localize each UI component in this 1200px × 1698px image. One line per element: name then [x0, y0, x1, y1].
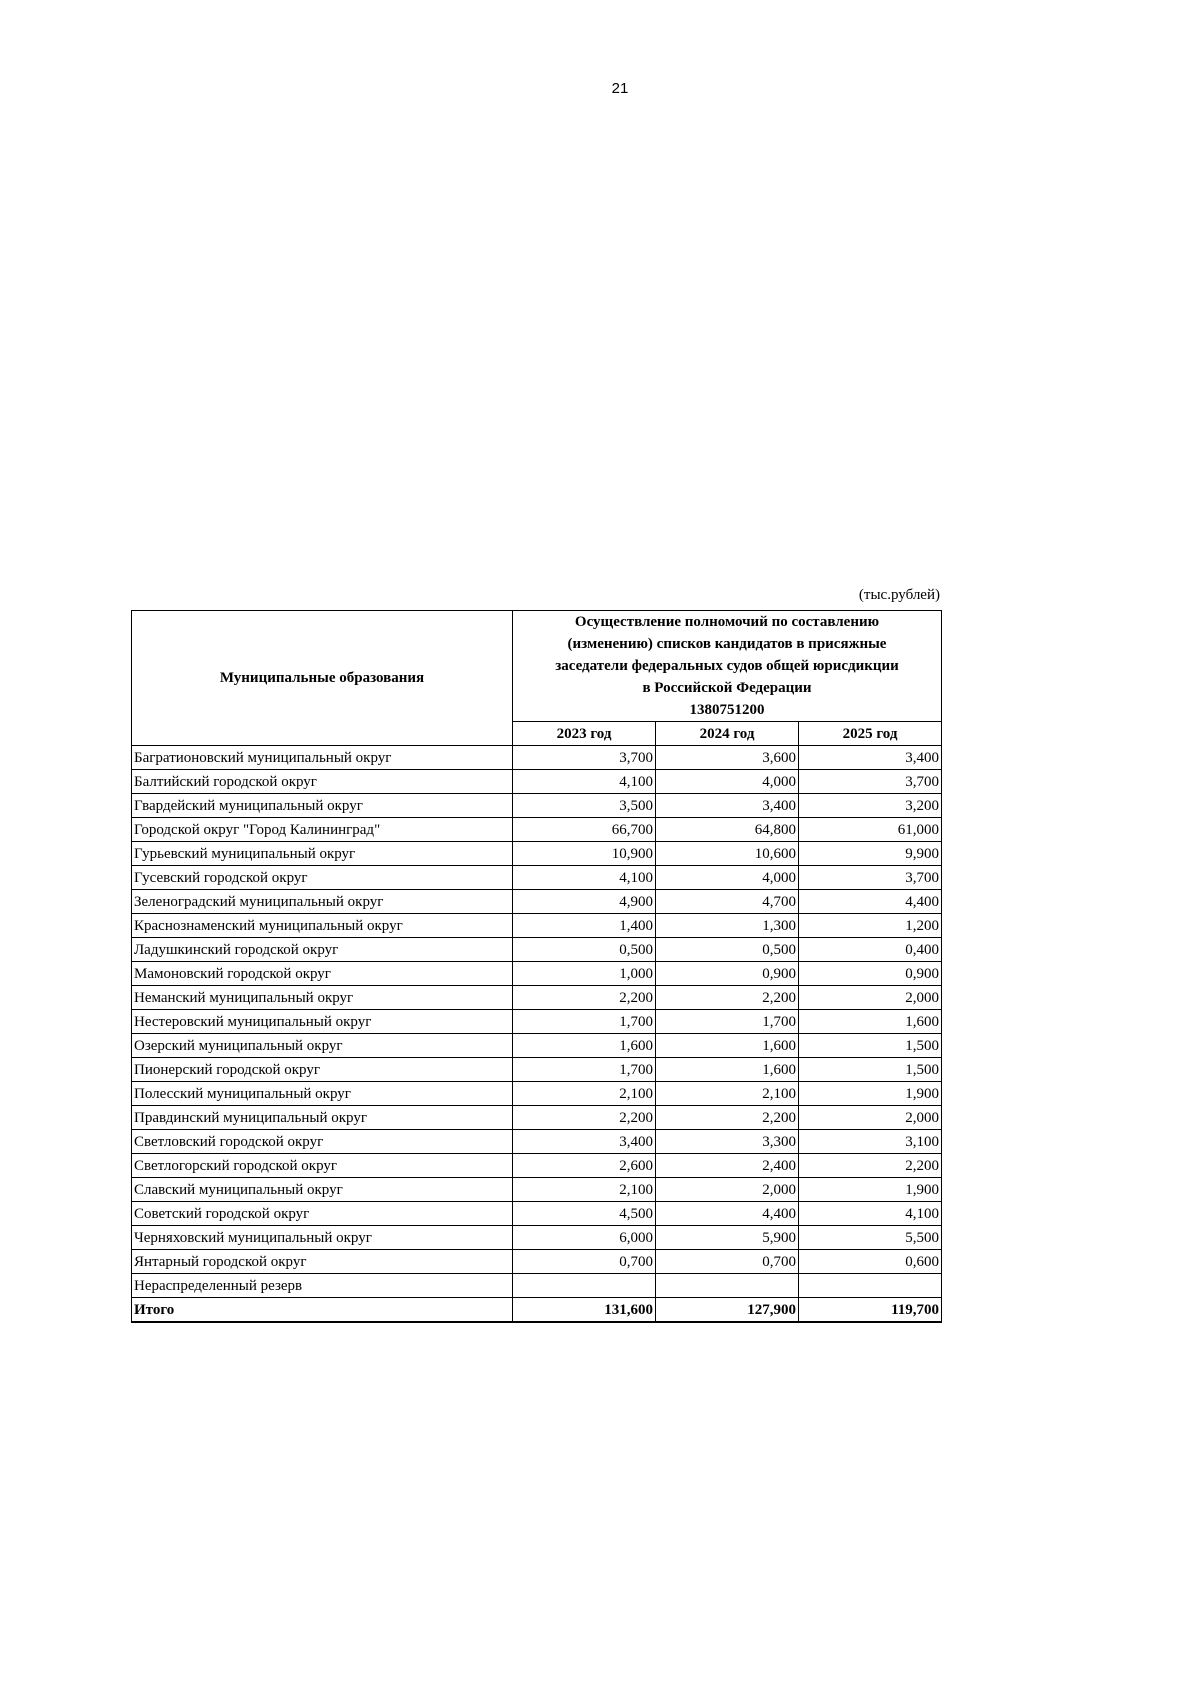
value-2025: 0,400	[799, 938, 942, 962]
value-2024: 1,300	[656, 914, 799, 938]
value-2025: 2,000	[799, 986, 942, 1010]
municipality-name: Светлогорский городской округ	[132, 1154, 513, 1178]
value-2025: 1,900	[799, 1082, 942, 1106]
value-2024: 4,700	[656, 890, 799, 914]
table-body	[132, 746, 942, 1323]
units-label: (тыс.рублей)	[858, 587, 940, 603]
measure-code: 1380751200	[689, 702, 765, 718]
table-row	[132, 938, 942, 962]
value-2025: 3,400	[799, 746, 942, 770]
value-2025: 1,900	[799, 1178, 942, 1202]
value-2024: 4,000	[656, 866, 799, 890]
table-row	[132, 1106, 942, 1130]
value-2023: 4,100	[513, 770, 656, 794]
year-header-2023: 2023 год	[513, 722, 656, 746]
value-2023: 1,700	[513, 1010, 656, 1034]
page-number: 21	[611, 80, 629, 97]
municipality-name: Гусевский городской округ	[132, 866, 513, 890]
budget-table	[131, 610, 942, 1323]
value-2023: 2,200	[513, 1106, 656, 1130]
value-2024: 64,800	[656, 818, 799, 842]
municipality-name: Черняховский муниципальный округ	[132, 1226, 513, 1250]
municipality-name: Городской округ "Город Калининград"	[132, 818, 513, 842]
value-2023: 1,700	[513, 1058, 656, 1082]
value-2023: 2,200	[513, 986, 656, 1010]
table-row	[132, 794, 942, 818]
municipality-name: Гурьевский муниципальный округ	[132, 842, 513, 866]
value-2025: 3,200	[799, 794, 942, 818]
table-row	[132, 1010, 942, 1034]
table-row	[132, 818, 942, 842]
value-2023: 0,700	[513, 1250, 656, 1274]
municipality-name: Светловский городской округ	[132, 1130, 513, 1154]
value-2025: 0,600	[799, 1250, 942, 1274]
measure-header-line: в Российской Федерации	[642, 680, 812, 696]
value-2025: 1,500	[799, 1034, 942, 1058]
year-header-2024: 2024 год	[656, 722, 799, 746]
table-row	[132, 842, 942, 866]
value-2025: 1,500	[799, 1058, 942, 1082]
measure-header-line: заседатели федеральных судов общей юрисдикции	[555, 658, 899, 674]
municipality-name: Правдинский муниципальный округ	[132, 1106, 513, 1130]
value-2024: 0,700	[656, 1250, 799, 1274]
year-header-2025: 2025 год	[799, 722, 942, 746]
table-row	[132, 770, 942, 794]
value-2025: 3,700	[799, 866, 942, 890]
table-row	[132, 1250, 942, 1274]
table-row	[132, 962, 942, 986]
table-row	[132, 1154, 942, 1178]
value-2023: 3,400	[513, 1130, 656, 1154]
municipality-name: Мамоновский городской округ	[132, 962, 513, 986]
value-2023: 4,500	[513, 1202, 656, 1226]
value-2024: 2,000	[656, 1178, 799, 1202]
value-2024: 127,900	[656, 1298, 799, 1323]
value-2025: 5,500	[799, 1226, 942, 1250]
value-2025: 0,900	[799, 962, 942, 986]
municipality-name: Ладушкинский городской округ	[132, 938, 513, 962]
municipality-name: Янтарный городской округ	[132, 1250, 513, 1274]
table-row	[132, 1058, 942, 1082]
value-2024: 2,200	[656, 1106, 799, 1130]
municipality-name: Полесский муниципальный округ	[132, 1082, 513, 1106]
municipality-name: Краснознаменский муниципальный округ	[132, 914, 513, 938]
value-2025: 3,100	[799, 1130, 942, 1154]
table-row	[132, 914, 942, 938]
value-2024: 0,900	[656, 962, 799, 986]
value-2024: 1,600	[656, 1058, 799, 1082]
value-2023: 4,100	[513, 866, 656, 890]
table-row	[132, 1130, 942, 1154]
value-2023: 0,500	[513, 938, 656, 962]
value-2023: 2,100	[513, 1082, 656, 1106]
measure-header	[513, 611, 942, 722]
value-2025: 4,100	[799, 1202, 942, 1226]
value-2024: 1,600	[656, 1034, 799, 1058]
table-row	[132, 1274, 942, 1298]
municipality-name: Итого	[132, 1298, 513, 1323]
municipality-name: Багратионовский муниципальный округ	[132, 746, 513, 770]
value-2024: 10,600	[656, 842, 799, 866]
value-2023	[513, 1274, 656, 1298]
measure-header-line: (изменению) списков кандидатов в присяжные	[567, 636, 887, 652]
municipalities-header: Муниципальные образования	[132, 611, 513, 746]
value-2023: 3,500	[513, 794, 656, 818]
value-2023: 10,900	[513, 842, 656, 866]
value-2023: 6,000	[513, 1226, 656, 1250]
value-2025: 61,000	[799, 818, 942, 842]
value-2024: 4,400	[656, 1202, 799, 1226]
table-row	[132, 1178, 942, 1202]
value-2023: 1,400	[513, 914, 656, 938]
value-2024: 2,400	[656, 1154, 799, 1178]
value-2023: 1,600	[513, 1034, 656, 1058]
value-2024: 2,100	[656, 1082, 799, 1106]
value-2023: 2,600	[513, 1154, 656, 1178]
value-2025: 9,900	[799, 842, 942, 866]
table-row	[132, 866, 942, 890]
value-2025: 3,700	[799, 770, 942, 794]
value-2024: 4,000	[656, 770, 799, 794]
value-2025: 1,200	[799, 914, 942, 938]
table-row	[132, 1226, 942, 1250]
table-row	[132, 890, 942, 914]
municipality-name: Балтийский городской округ	[132, 770, 513, 794]
value-2024: 3,300	[656, 1130, 799, 1154]
municipality-name: Пионерский городской округ	[132, 1058, 513, 1082]
municipality-name: Зеленоградский муниципальный округ	[132, 890, 513, 914]
value-2025: 119,700	[799, 1298, 942, 1323]
table-head	[132, 611, 942, 746]
municipality-name: Озерский муниципальный округ	[132, 1034, 513, 1058]
value-2023: 4,900	[513, 890, 656, 914]
value-2024: 1,700	[656, 1010, 799, 1034]
table-row	[132, 1202, 942, 1226]
value-2024: 0,500	[656, 938, 799, 962]
table-row	[132, 986, 942, 1010]
value-2023: 2,100	[513, 1178, 656, 1202]
table-row	[132, 746, 942, 770]
value-2025: 1,600	[799, 1010, 942, 1034]
value-2024: 2,200	[656, 986, 799, 1010]
municipality-name: Нестеровский муниципальный округ	[132, 1010, 513, 1034]
value-2023: 1,000	[513, 962, 656, 986]
table-row	[132, 1082, 942, 1106]
measure-header-line: Осуществление полномочий по составлению	[574, 614, 880, 630]
value-2025: 2,000	[799, 1106, 942, 1130]
value-2024: 5,900	[656, 1226, 799, 1250]
value-2025: 2,200	[799, 1154, 942, 1178]
total-row	[132, 1298, 942, 1323]
municipality-name: Советский городской округ	[132, 1202, 513, 1226]
value-2025: 4,400	[799, 890, 942, 914]
value-2024	[656, 1274, 799, 1298]
value-2023: 3,700	[513, 746, 656, 770]
value-2025	[799, 1274, 942, 1298]
municipality-name: Славский муниципальный округ	[132, 1178, 513, 1202]
value-2024: 3,400	[656, 794, 799, 818]
value-2023: 66,700	[513, 818, 656, 842]
value-2023: 131,600	[513, 1298, 656, 1323]
municipality-name: Неманский муниципальный округ	[132, 986, 513, 1010]
value-2024: 3,600	[656, 746, 799, 770]
municipality-name: Гвардейский муниципальный округ	[132, 794, 513, 818]
table-row	[132, 1034, 942, 1058]
municipality-name: Нераспределенный резерв	[132, 1274, 513, 1298]
